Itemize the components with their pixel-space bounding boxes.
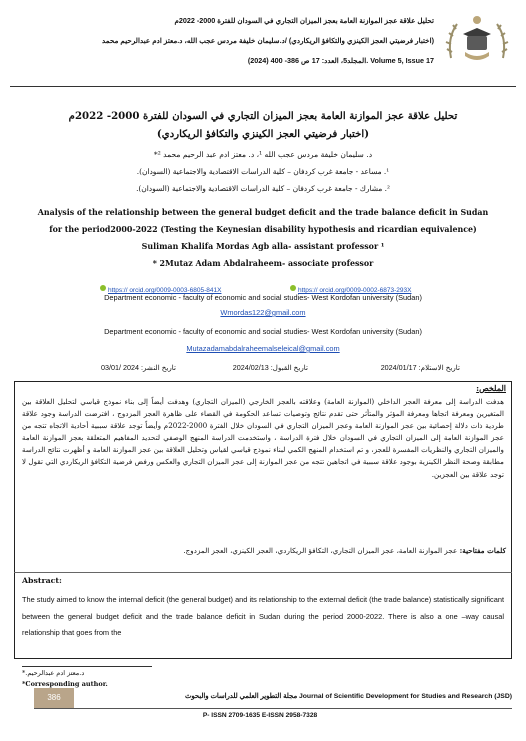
- email-2[interactable]: Mutazadamabdalraheemalseleical@gmail.com: [186, 344, 340, 353]
- issn: P- ISSN 2709-1635 E-ISSN 2958-7328: [202, 712, 318, 719]
- keywords-ar: [26, 546, 506, 555]
- title-en-line1: Analysis of the relationship between the general budget deficit and the trade balance deficit in Sudan: [37, 208, 489, 217]
- keywords-list: عجز الموازنة العامة، عجز الميزان التجاري، التكافؤ الريكاردي، العجز الكينزي، العجز المزدوج.: [183, 546, 458, 555]
- title-en-line2: for the period2000-2022 (Testing the Keynesian disability hypothesis and ricardian equivalence): [49, 225, 477, 234]
- orcid-link-1-text[interactable]: https:// orcid.org/0009-0003-6805-841X: [108, 287, 222, 294]
- authors-ar: د. سليمان خليفة مردس عجب الله ¹، د. معتز ادم عبد الرحيم محمد ²*: [153, 150, 373, 159]
- department-1: Department economic - faculty of economic and social studies- West Kordofan university (Sudan): [104, 293, 422, 302]
- keywords-label: كلمات مفتاحية:: [459, 546, 506, 555]
- footnote-corresponding: *Corresponding author.: [22, 680, 108, 688]
- abstract-heading-ar: الملخص:: [476, 383, 506, 393]
- running-subtitle-ar: (اختبار فرضيتي العجز الكينزي والتكافؤ الريكاردي) /د.سليمان خليفة مردس عجب الله، د.معتز ادم عبدالرحيم محمد: [102, 36, 434, 45]
- journal-name: مجلة التطوير العلمي للدراسات والبحوث Journal of Scientific Development for Studies and Research (JSD): [184, 693, 512, 700]
- abstract-heading-en: Abstract:: [22, 576, 62, 585]
- author-en-2: * 2Mutaz Adam Abdalraheem- associate professor: [152, 259, 374, 268]
- affiliation-ar-2: ². مشارك - جامعة غرب كردفان – كلية الدراسات الاقتصادية والاجتماعية (السودان).: [136, 184, 390, 193]
- author-en-1: Suliman Khalifa Mordas Agb alla- assistant professor ¹: [141, 242, 385, 251]
- published-date: تاريخ النشر: 2024 /03/01: [100, 363, 176, 372]
- received-date: تاريخ الاستلام: 2024/01/17: [380, 363, 460, 372]
- footnote-author: د.معتز ادم عبدالرحيم.*: [22, 669, 85, 677]
- page-number: 386: [34, 688, 74, 708]
- volume-line: المجلد5، العدد: 17 ص 386- 400 (2024). Volume 5, Issue 17: [247, 56, 434, 65]
- title-ar-line1: تحليل علاقة عجز الموازنة العامة بعجز الميزان التجاري في السودان للفترة 2000- 2022م: [68, 110, 458, 122]
- running-title-ar: تحليل علاقة عجز الموازنة العامة بعجز الميزان التجاري في السودان للفترة 2000- 2022م: [174, 16, 434, 25]
- footnote-rule: [22, 666, 152, 667]
- orcid-icon: [100, 285, 106, 291]
- orcid-icon: [290, 285, 296, 291]
- affiliation-ar-1: ¹. مساعد - جامعة غرب كردفان – كلية الدراسات الاقتصادية والاجتماعية (السودان).: [136, 167, 390, 176]
- header-rule: [10, 86, 516, 87]
- abstract-body-en: The study aimed to know the internal deficit (the general budget) and its relationship to the external deficit (the trade balance) statistically significant between the general budget deficit and the trade balance deficit in Sudan during the period 2000-2022. There is also a one –way causal relationship that goes from the: [22, 595, 504, 637]
- footer-rule: [34, 708, 512, 709]
- department-2: Department economic - faculty of economic and social studies- West Kordofan university (Sudan): [104, 327, 422, 336]
- email-1[interactable]: Wmordas122@gmail.com: [220, 308, 306, 317]
- orcid-link-2-text[interactable]: https:// orcid.org/0009-0002-6873-293X: [298, 287, 412, 294]
- title-ar-line2: (اختبار فرضيتي العجز الكينزي والتكافؤ الريكاردي): [156, 128, 370, 140]
- abstract-divider: [14, 572, 512, 573]
- accepted-date: تاريخ القبول: 2024/02/13: [232, 363, 308, 372]
- journal-logo: [443, 8, 511, 68]
- abstract-body-ar: هدفت الدراسة إلى معرفة العجز الداخلي (الموازنة العامة) وعلاقته بالعجز الخارجي (الميزان التجاري) وهدفت أيضاً إلى بناء نموذج قياسي لتحليل العلاقة بين المتغيرين ومعرفة اتجاها ومعرفة المؤثر والمتأثر حتى تقدم نتائج وتوصيات تساعد الحكومة في القضاء على ظاهرة العجز المزدوج ، افترضت الدراسة وجود علاقة طردية ذات دلالة إحصائية بين عجز الموازنة العامة وعجز الميزان التجاري في السودان خلال الفترة 2000-2022م وأيضاً توجد علاقة سببية أحادية الاتجاه تتجه من عجز الموازنة العامة إلى الميزان التجاري في السودان خلال فترة الدراسة ، واستخدمت الدراسة المنهج الوصفي لتحديد المفاهيم المتعلقة بعجز الموازنة العامة والميزان التجاري والنظريات المفسرة للعجز، و تم استخدام المنهج الكمي لبناء نموذج قياسي لقياس وتحليل العلاقة بين عجز الموازنة العامة و أظهرت نتائج الدراسة مطابقة وصحة النظر الكينزية بوجود علاقة سببية في اتجاهين تتجه من عجز الموازنة إلى عجز الميزان التجاري والعكس ورفض فرضية التكافؤ الريكاردي التي تقول لا توجد علاقة بين العجزين.: [22, 397, 504, 479]
